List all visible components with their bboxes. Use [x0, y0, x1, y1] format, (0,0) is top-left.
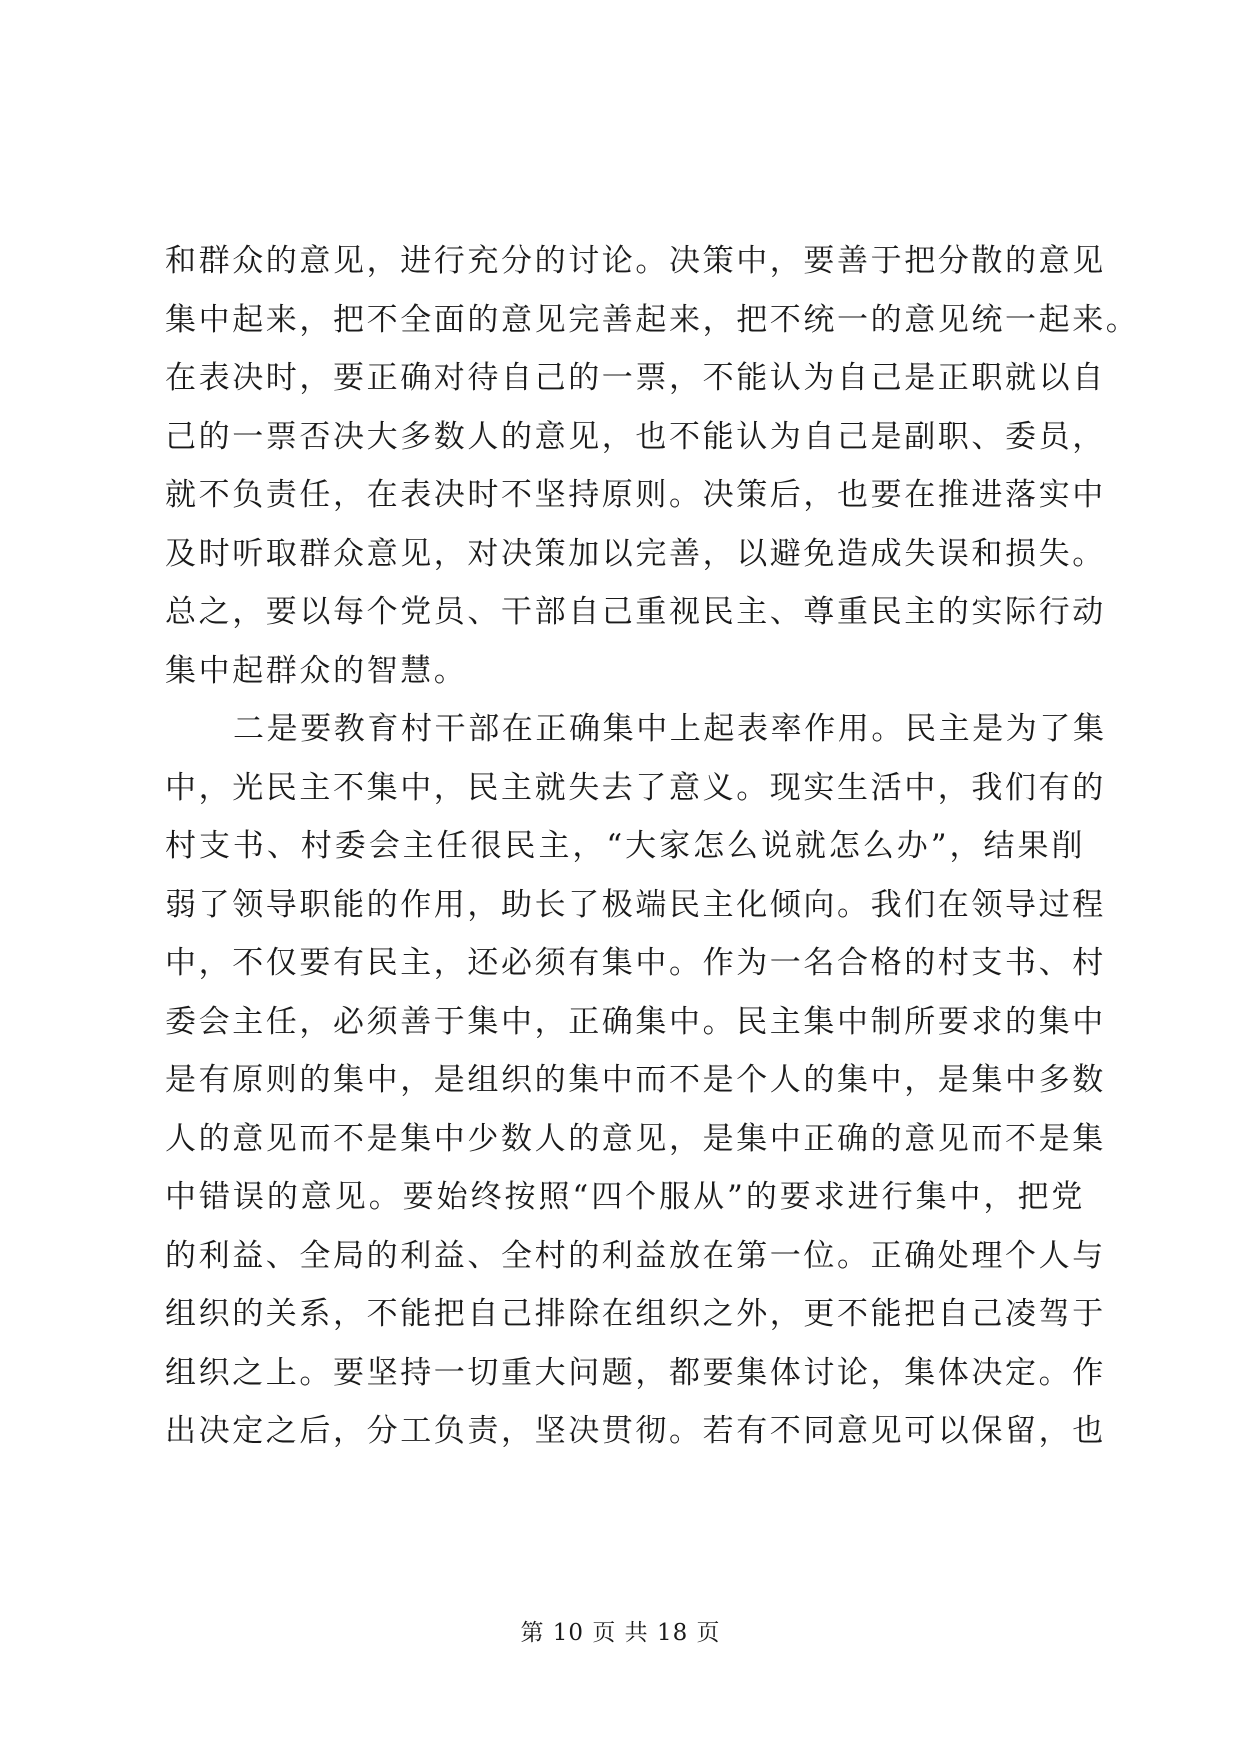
text-line: 出决定之后，分工负责，坚决贯彻。若有不同意见可以保留，也	[165, 1413, 1106, 1449]
text-line: 中，光民主不集中，民主就失去了意义。现实生活中，我们有的	[165, 769, 1106, 806]
text-line: 组织之上。要坚持一切重大问题，都要集体讨论，集体决定。作	[165, 1354, 1106, 1391]
text-line: 集中起来，把不全面的意见完善起来，把不统一的意见统一起来。	[165, 301, 1140, 338]
text-line: 集中起群众的智慧。	[165, 652, 468, 689]
text-line: 和群众的意见，进行充分的讨论。决策中，要善于把分散的意见	[165, 243, 1106, 279]
text-line: 村支书、村委会主任很民主，“大家怎么说就怎么办”，结果削	[165, 828, 1085, 864]
text-line: 人的意见而不是集中少数人的意见，是集中正确的意见而不是集	[165, 1120, 1106, 1157]
page-number-footer: 第 10 页 共 18 页	[520, 1620, 721, 1646]
text-line: 中错误的意见。要始终按照“四个服从”的要求进行集中，把党	[165, 1179, 1085, 1215]
text-line: 的利益、全局的利益、全村的利益放在第一位。正确处理个人与	[165, 1237, 1106, 1274]
text-line: 委会主任，必须善于集中，正确集中。民主集中制所要求的集中	[165, 1003, 1106, 1040]
paragraph-2	[165, 700, 1107, 1461]
text-line: 及时听取群众意见，对决策加以完善，以避免造成失误和损失。	[165, 535, 1106, 572]
document-body	[165, 232, 1140, 1461]
text-line: 在表决时，要正确对待自己的一票，不能认为自己是正职就以自	[165, 360, 1106, 396]
text-line: 总之，要以每个党员、干部自己重视民主、尊重民主的实际行动	[165, 594, 1106, 630]
text-line: 己的一票否决大多数人的意见，也不能认为自己是副职、委员，	[165, 418, 1106, 455]
text-line: 组织的关系，不能把自己排除在组织之外，更不能把自己凌驾于	[165, 1296, 1106, 1332]
text-line: 就不负责任，在表决时不坚持原则。决策后，也要在推进落实中	[165, 477, 1106, 513]
paragraph-1	[165, 232, 1140, 700]
text-line: 中，不仅要有民主，还必须有集中。作为一名合格的村支书、村	[165, 945, 1106, 981]
text-line: 弱了领导职能的作用，助长了极端民主化倾向。我们在领导过程	[165, 886, 1106, 923]
text-line: 是有原则的集中，是组织的集中而不是个人的集中，是集中多数	[165, 1062, 1106, 1098]
text-line: 二是要教育村干部在正确集中上起表率作用。民主是为了集	[233, 711, 1107, 747]
